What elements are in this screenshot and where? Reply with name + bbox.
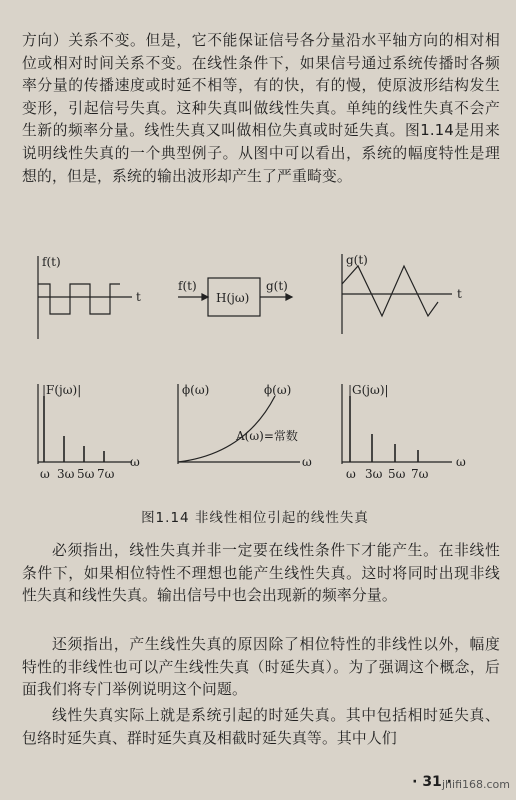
G-w1: ω bbox=[346, 467, 356, 481]
G-w-axis-label: ω bbox=[456, 455, 466, 469]
figure-1-14 bbox=[20, 244, 490, 524]
F-w1: ω bbox=[40, 467, 50, 481]
figure-drawing bbox=[20, 244, 490, 504]
F-w5: 5ω bbox=[77, 467, 95, 481]
G-w3: 3ω bbox=[365, 467, 383, 481]
F-w3: 3ω bbox=[57, 467, 75, 481]
paragraph-3: 还须指出，产生线性失真的原因除了相位特性的非线性以外，幅度特性的非线性也可以产生线性失真（时延失真）。为了强调这个概念，后面我们将专门举例说明这个问题。 bbox=[22, 636, 500, 699]
page-number: · 31 · bbox=[412, 774, 452, 790]
gt-t-label: t bbox=[457, 287, 462, 301]
figure-caption: 图1.14 非线性相位引起的线性失真 bbox=[141, 510, 369, 526]
block-input-label: f(t) bbox=[178, 279, 197, 293]
paragraph-1: 方向）关系不变。但是，它不能保证信号各分量沿水平轴方向的相对相位或相对时间关系不变。在线性条件下，如果信号通过系统传播时各频率分量的传播速度或时延不相等，有的快，有的慢，使原波形结构发生变形，引起信号失真。这种失真叫做线性失真。单纯的线性失真不会产生新的频率分量。线性失真又叫做相位失真或时延失真。图1.14是用来说明线性失真的一个典型例子。从图中可以看出，系统的幅度特性是理想的，但是，系统的输出波形却产生了严重畸变。 bbox=[22, 32, 500, 185]
ft-t-label: t bbox=[136, 290, 141, 304]
A-constant-label: A(ω)=常数 bbox=[236, 429, 298, 443]
ft-label: f(t) bbox=[42, 255, 61, 269]
phi-curve-label: ϕ(ω) bbox=[264, 383, 292, 397]
triangle-wave bbox=[342, 266, 438, 316]
phi-w-axis-label: ω bbox=[302, 455, 312, 469]
G-label: |G(jω)| bbox=[348, 383, 389, 397]
output-arrowhead bbox=[286, 294, 292, 300]
gt-label: g(t) bbox=[346, 253, 368, 267]
G-w7: 7ω bbox=[411, 467, 429, 481]
F-w-axis-label: ω bbox=[130, 455, 140, 469]
paragraph-2: 必须指出，线性失真并非一定要在线性条件下才能产生。在非线性条件下，如果相位特性不理想也能产生线性失真。这时将同时出现非线性失真和线性失真。输出信号中也会出现新的频率分量。 bbox=[22, 542, 500, 605]
F-w7: 7ω bbox=[97, 467, 115, 481]
G-w5: 5ω bbox=[388, 467, 406, 481]
phi-label: ϕ(ω) bbox=[182, 383, 210, 397]
paragraph-4: 线性失真实际上就是系统引起的时延失真。其中包括相时延失真、包络时延失真、群时延失真及相截时延失真等。其中人们 bbox=[22, 707, 500, 747]
block-H-label: H(jω) bbox=[216, 291, 250, 305]
block-output-label: g(t) bbox=[266, 279, 288, 293]
input-arrowhead bbox=[202, 294, 208, 300]
watermark: jhifi168.com bbox=[442, 778, 510, 791]
square-wave bbox=[38, 284, 120, 314]
F-label: |F(jω)| bbox=[42, 383, 82, 397]
